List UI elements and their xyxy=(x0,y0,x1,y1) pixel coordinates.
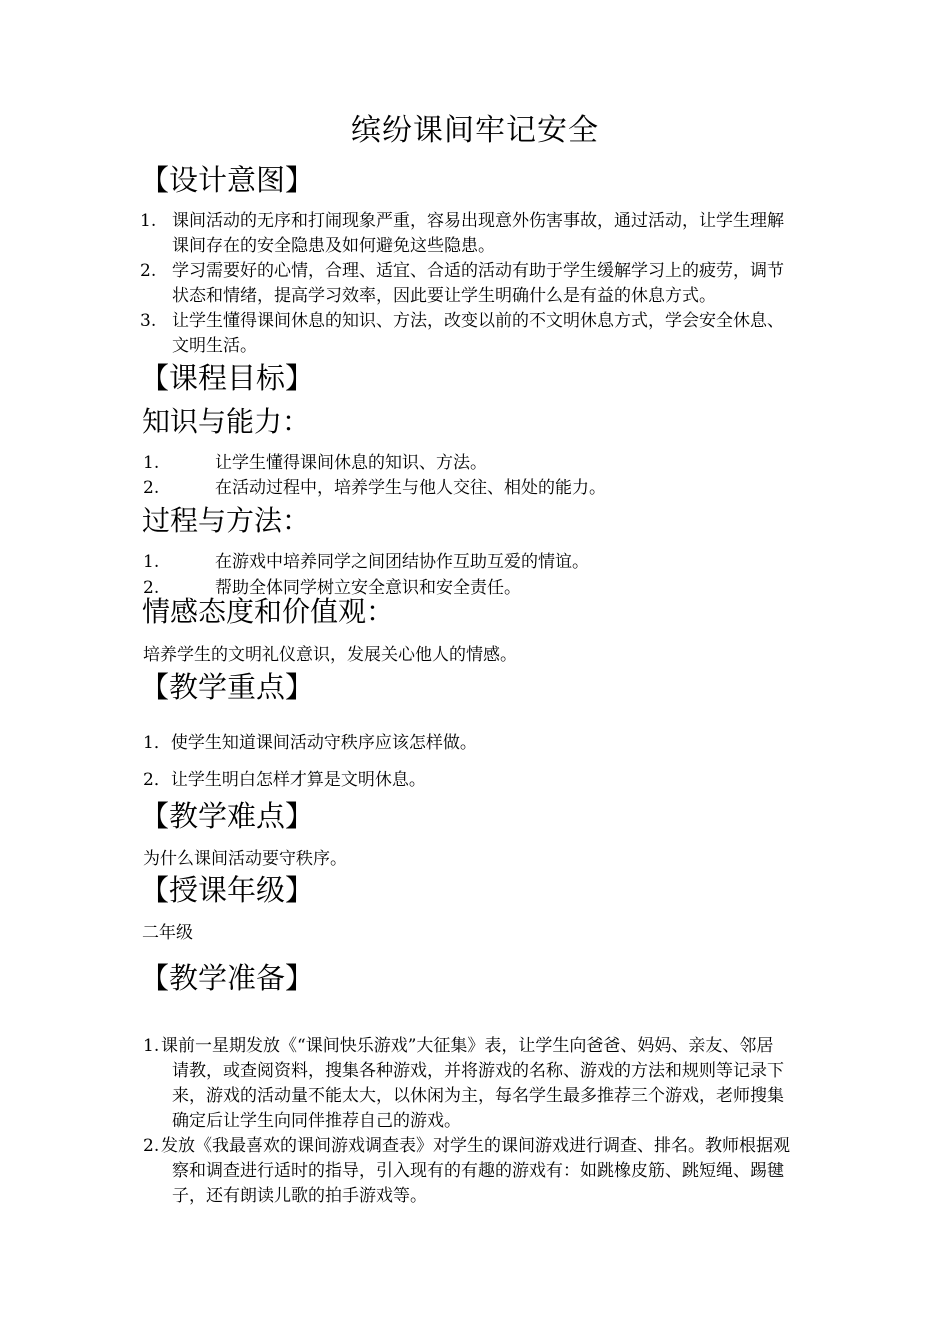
grade-text: 二年级 xyxy=(142,923,193,943)
process-item-2-number: 2. xyxy=(143,578,160,598)
design-item-3-line-2: 文明生活。 xyxy=(172,336,257,356)
heading-key-points: 【教学重点】 xyxy=(140,670,315,704)
heading-knowledge-ability: 知识与能力： xyxy=(142,405,311,438)
process-item-1-number: 1. xyxy=(143,552,160,572)
prep-item-1-line-2: 请教，或查阅资料，搜集各种游戏，并将游戏的名称、游戏的方法和规则等记录下 xyxy=(172,1061,784,1081)
knowledge-item-1-text: 让学生懂得课间休息的知识、方法。 xyxy=(215,453,487,473)
heading-process-method: 过程与方法： xyxy=(142,504,311,537)
process-item-1-text: 在游戏中培养同学之间团结协作互助互爱的情谊。 xyxy=(215,552,589,572)
heading-preparation: 【教学准备】 xyxy=(140,961,315,995)
heading-course-goals: 【课程目标】 xyxy=(140,361,315,395)
heading-difficulty: 【教学难点】 xyxy=(140,799,315,833)
knowledge-item-2-text: 在活动过程中，培养学生与他人交往、相处的能力。 xyxy=(215,478,606,498)
design-item-2-line-2: 状态和情绪，提高学习效率，因此要让学生明确什么是有益的休息方式。 xyxy=(172,286,716,306)
prep-item-1-line-4: 确定后让学生向同伴推荐自己的游戏。 xyxy=(172,1111,461,1131)
process-item-2-text: 帮助全体同学树立安全意识和安全责任。 xyxy=(215,578,521,598)
design-item-1-line-2: 课间存在的安全隐患及如何避免这些隐患。 xyxy=(172,236,495,256)
design-item-2 xyxy=(140,259,156,284)
difficulty-text: 为什么课间活动要守秩序。 xyxy=(143,849,347,869)
prep-item-1-line-3: 来，游戏的活动量不能太大，以休闲为主，每名学生最多推荐三个游戏，老师搜集 xyxy=(172,1086,784,1106)
key-point-1: 1．使学生知道课间活动守秩序应该怎样做。 xyxy=(143,733,477,753)
heading-grade: 【授课年级】 xyxy=(140,873,315,907)
design-item-1 xyxy=(140,209,156,234)
knowledge-item-2-number: 2. xyxy=(143,478,160,498)
document-title: 缤纷课间牢记安全 xyxy=(351,113,599,148)
design-item-2-line-1: 学习需要好的心情，合理、适宜、合适的活动有助于学生缓解学习上的疲劳，调节 xyxy=(172,261,784,281)
design-item-3-number: 3. xyxy=(140,311,157,331)
prep-item-1-number: 1. xyxy=(143,1036,160,1056)
design-item-2-number: 2. xyxy=(140,261,157,281)
prep-item-2-number: 2. xyxy=(143,1136,160,1156)
prep-item-2-line-1: 发放《我最喜欢的课间游戏调查表》对学生的课间游戏进行调查、排名。教师根据观 xyxy=(161,1136,790,1156)
heading-design-intent: 【设计意图】 xyxy=(140,163,315,197)
heading-emotion-values: 情感态度和价值观： xyxy=(142,595,395,628)
prep-item-1-line-1: 课前一星期发放《“课间快乐游戏”大征集》表，让学生向爸爸、妈妈、亲友、邻居 xyxy=(161,1036,774,1056)
design-item-3-line-1: 让学生懂得课间休息的知识、方法，改变以前的不文明休息方式，学会安全休息、 xyxy=(172,311,784,331)
design-item-1-number: 1. xyxy=(140,211,157,231)
key-point-2: 2．让学生明白怎样才算是文明休息。 xyxy=(143,770,426,790)
prep-item-2-line-3: 子，还有朗读儿歌的拍手游戏等。 xyxy=(172,1186,427,1206)
design-item-3 xyxy=(140,309,156,334)
knowledge-item-1-number: 1. xyxy=(143,453,160,473)
emotion-text: 培养学生的文明礼仪意识，发展关心他人的情感。 xyxy=(143,645,517,665)
design-item-1-line-1: 课间活动的无序和打闹现象严重，容易出现意外伤害事故，通过活动，让学生理解 xyxy=(172,211,784,231)
prep-item-2-line-2: 察和调查进行适时的指导，引入现有的有趣的游戏有：如跳橡皮筋、跳短绳、踢毽 xyxy=(172,1161,784,1181)
